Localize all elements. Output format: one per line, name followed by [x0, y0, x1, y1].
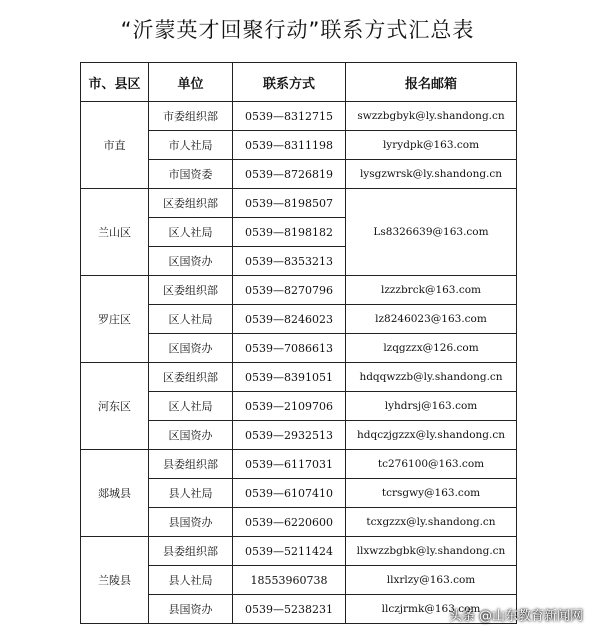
- unit-cell: 区委组织部: [149, 189, 233, 218]
- unit-cell: 县委组织部: [149, 450, 233, 479]
- unit-cell: 区委组织部: [149, 363, 233, 392]
- phone-cell: 0539—6220600: [233, 508, 346, 537]
- email-cell: lzzzbrck@163.com: [346, 276, 517, 305]
- email-cell: lyrydpk@163.com: [346, 131, 517, 160]
- unit-cell: 县国资办: [149, 508, 233, 537]
- unit-cell: 县委组织部: [149, 537, 233, 566]
- header-region: 市、县区: [81, 63, 149, 102]
- email-cell: lysgzwrsk@ly.shandong.cn: [346, 160, 517, 189]
- email-cell: llxrlzy@163.com: [346, 566, 517, 595]
- table-row: [81, 450, 517, 479]
- unit-cell: 县人社局: [149, 479, 233, 508]
- phone-cell: 0539—8391051: [233, 363, 346, 392]
- email-cell: tcrsgwy@163.com: [346, 479, 517, 508]
- header-phone: 联系方式: [233, 63, 346, 102]
- table-row: [81, 102, 517, 131]
- email-cell: llxwzzbgbk@ly.shandong.cn: [346, 537, 517, 566]
- email-cell: tc276100@163.com: [346, 450, 517, 479]
- phone-cell: 0539—8353213: [233, 247, 346, 276]
- phone-cell: 0539—8726819: [233, 160, 346, 189]
- phone-cell: 0539—8246023: [233, 305, 346, 334]
- table-row: [81, 537, 517, 566]
- watermark: 头条 @山东教育新闻网: [448, 609, 583, 624]
- phone-cell: 0539—8198182: [233, 218, 346, 247]
- email-cell: Ls8326639@163.com: [346, 189, 517, 276]
- unit-cell: 区人社局: [149, 305, 233, 334]
- unit-cell: 县国资办: [149, 595, 233, 624]
- region-cell: 兰陵县: [81, 537, 149, 624]
- phone-cell: 0539—6117031: [233, 450, 346, 479]
- phone-cell: 0539—8311198: [233, 131, 346, 160]
- table-row: [81, 276, 517, 305]
- table-row: [81, 189, 517, 218]
- email-cell: swzzbgbyk@ly.shandong.cn: [346, 102, 517, 131]
- email-cell: lzqgzzx@126.com: [346, 334, 517, 363]
- phone-cell: 18553960738: [233, 566, 346, 595]
- header-unit: 单位: [149, 63, 233, 102]
- phone-cell: 0539—5211424: [233, 537, 346, 566]
- phone-cell: 0539—8270796: [233, 276, 346, 305]
- email-cell: tcxgzzx@ly.shandong.cn: [346, 508, 517, 537]
- unit-cell: 区人社局: [149, 392, 233, 421]
- unit-cell: 市人社局: [149, 131, 233, 160]
- unit-cell: 县人社局: [149, 566, 233, 595]
- phone-cell: 0539—8312715: [233, 102, 346, 131]
- email-cell: hdqqwzzb@ly.shandong.cn: [346, 363, 517, 392]
- email-cell: lyhdrsj@163.com: [346, 392, 517, 421]
- phone-cell: 0539—7086613: [233, 334, 346, 363]
- phone-cell: 0539—2109706: [233, 392, 346, 421]
- region-cell: 罗庄区: [81, 276, 149, 363]
- unit-cell: 区国资办: [149, 247, 233, 276]
- phone-cell: 0539—6107410: [233, 479, 346, 508]
- phone-cell: 0539—5238231: [233, 595, 346, 624]
- phone-cell: 0539—2932513: [233, 421, 346, 450]
- table-header-row: [81, 63, 517, 102]
- region-cell: 河东区: [81, 363, 149, 450]
- unit-cell: 市国资委: [149, 160, 233, 189]
- phone-cell: 0539—8198507: [233, 189, 346, 218]
- region-cell: 兰山区: [81, 189, 149, 276]
- unit-cell: 区委组织部: [149, 276, 233, 305]
- contact-table: [80, 62, 517, 624]
- region-cell: 郯城县: [81, 450, 149, 537]
- unit-cell: 市委组织部: [149, 102, 233, 131]
- table-row: [81, 363, 517, 392]
- email-cell: hdqczjgzzx@ly.shandong.cn: [346, 421, 517, 450]
- page-title: “沂蒙英才回聚行动”联系方式汇总表: [120, 18, 475, 42]
- unit-cell: 区国资办: [149, 334, 233, 363]
- region-cell: 市直: [81, 102, 149, 189]
- table-body: [81, 102, 517, 624]
- header-email: 报名邮箱: [346, 63, 517, 102]
- email-cell: lz8246023@163.com: [346, 305, 517, 334]
- email-cell: llczjrmk@163.com: [346, 595, 517, 624]
- unit-cell: 区国资办: [149, 421, 233, 450]
- unit-cell: 区人社局: [149, 218, 233, 247]
